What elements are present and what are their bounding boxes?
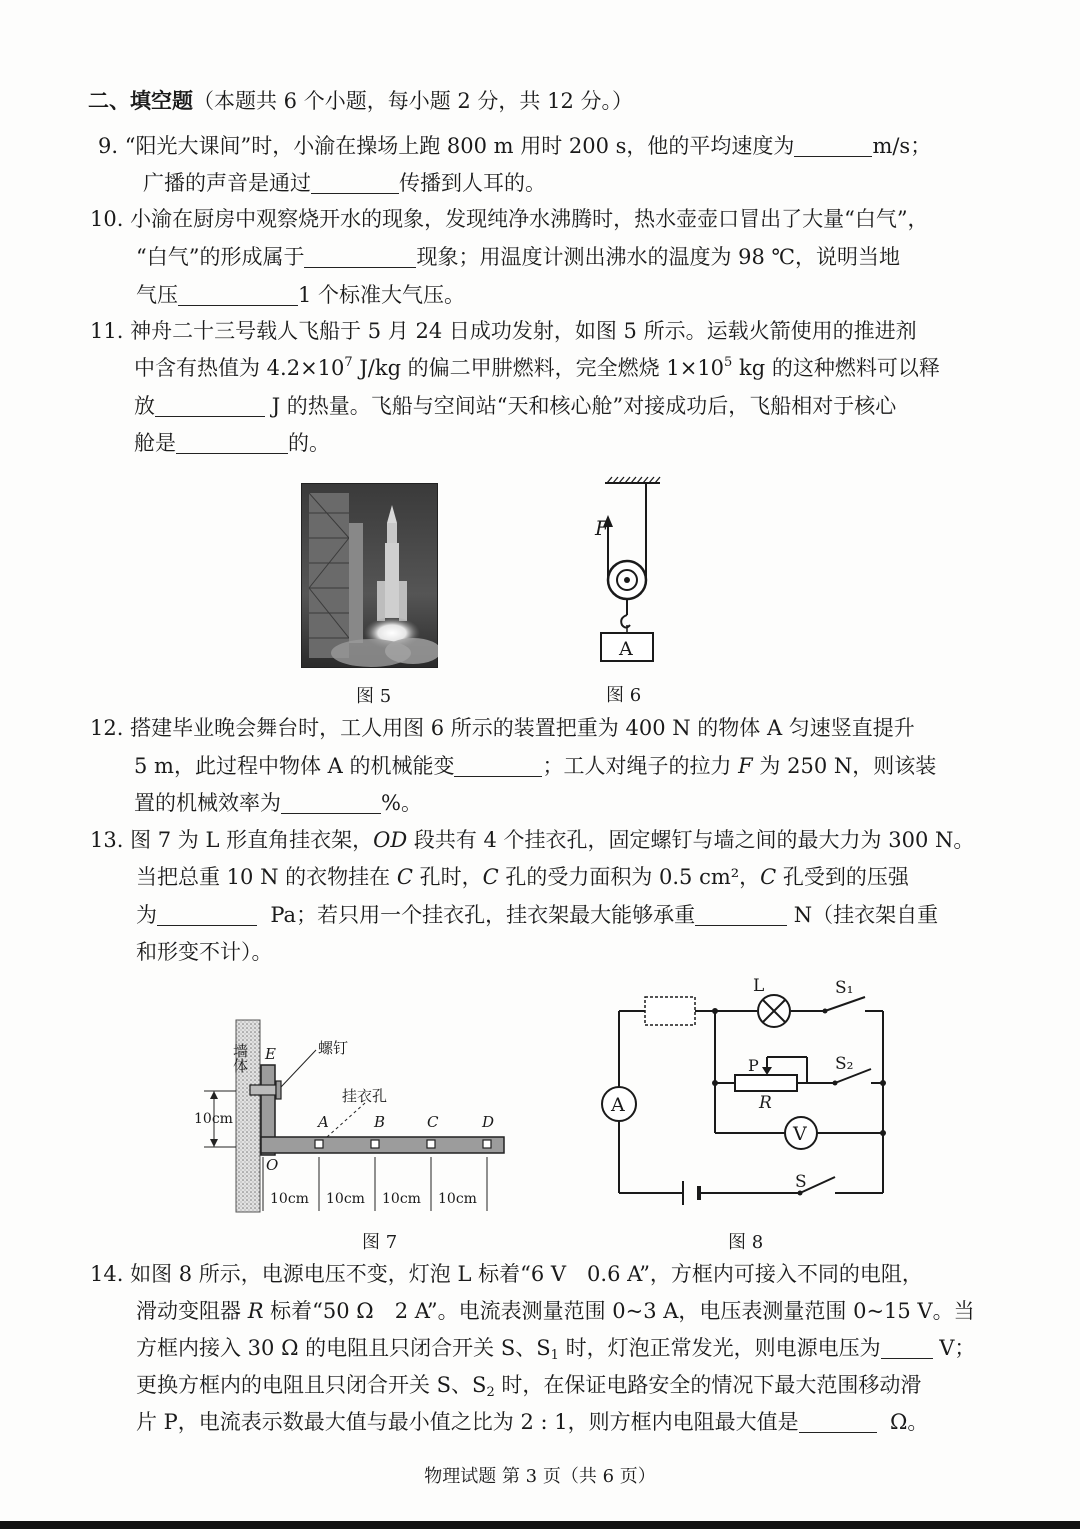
q13-blank-pressure[interactable] <box>157 903 257 926</box>
q13-hole-c-2: C <box>482 865 499 889</box>
fig7-point-d: D <box>482 1113 495 1131</box>
figure-8-caption: 图 8 <box>728 1232 764 1253</box>
section-heading <box>88 86 633 116</box>
q11-text-3: J/kg 的偏二甲肼燃料，完全燃烧 1×10 <box>352 356 725 380</box>
q9-line-1 <box>98 131 931 161</box>
q14-rheostat-symbol: R <box>247 1299 264 1323</box>
q14-blank-resistance[interactable] <box>799 1410 877 1433</box>
q13-text-2: 段共有 4 个挂衣孔，固定螺钉与墙之间的最大力为 300 N。 <box>407 828 975 852</box>
q9-unit: m/s； <box>872 134 932 158</box>
q10-line-2 <box>136 242 900 272</box>
q11-line-1 <box>90 316 917 346</box>
figure-6-pulley-diagram <box>585 475 675 670</box>
fig7-height-label: 10cm <box>194 1111 233 1127</box>
section-title: 二、填空题 <box>88 88 193 113</box>
q14-text-8: 时，在保证电路安全的情况下最大范围移动滑 <box>494 1373 922 1397</box>
fig7-seg-1: 10cm <box>270 1191 309 1207</box>
q13-text-6: 孔受到的压强 <box>776 865 909 889</box>
page-footer: 物理试题 第 3 页（共 6 页） <box>424 1466 656 1487</box>
q14-text-6: V； <box>939 1336 976 1360</box>
q13-text-8: Pa；若只用一个挂衣孔，挂衣架最大能够承重 <box>270 903 696 927</box>
q10-text: 小渝在厨房中观察烧开水的现象，发现纯净水沸腾时，热水壶壶口冒出了大量“白气”， <box>130 207 929 231</box>
q12-text-3: ；工人对绳子的拉力 <box>542 754 732 778</box>
q14-text-2: 滑动变阻器 <box>136 1299 248 1323</box>
fig6-force-label: F <box>595 516 609 540</box>
q13-hole-c: C <box>396 865 413 889</box>
q12-number: 12. <box>90 716 124 740</box>
fig8-ammeter-label: A <box>611 1094 625 1116</box>
q13-line-3 <box>136 900 938 930</box>
q10-text-2: “白气”的形成属于 <box>136 245 305 269</box>
q13-text-7: 为 <box>136 903 157 927</box>
q13-number: 13. <box>90 828 124 852</box>
figure-7-caption: 图 7 <box>362 1232 398 1253</box>
q9-number: 9. <box>98 134 119 158</box>
q13-text-4: 孔时， <box>412 865 483 889</box>
section-note: （本题共 6 个小题，每小题 2 分，共 12 分。） <box>193 89 633 113</box>
figure-5-caption: 图 5 <box>356 686 392 707</box>
q11-text-2: 中含有热值为 4.2×10 <box>134 356 345 380</box>
q12-blank-efficiency[interactable] <box>281 791 381 814</box>
q10-line-3 <box>136 280 465 310</box>
q11-blank-motion[interactable] <box>176 431 288 454</box>
q14-line-4 <box>136 1370 921 1400</box>
q14-text-3: 标着“50 Ω 2 A”。电流表测量范围 0~3 A，电压表测量范围 0~15 V。当 <box>263 1299 975 1323</box>
q11-exponent-2: 5 <box>724 355 733 370</box>
fig8-s1-label: S₁ <box>835 978 854 998</box>
q9-blank-medium[interactable] <box>311 171 399 194</box>
q9-blank-speed[interactable] <box>794 134 872 157</box>
q12-line-1 <box>90 713 915 743</box>
q13-text-9: N（挂衣架自重 <box>793 903 939 927</box>
q14-blank-voltage[interactable] <box>881 1336 933 1359</box>
q12-force-symbol: F <box>738 754 753 778</box>
q10-number: 10. <box>90 207 124 231</box>
fig7-point-c: C <box>427 1113 439 1131</box>
fig7-point-a: A <box>318 1113 329 1131</box>
q13-blank-weight[interactable] <box>695 903 787 926</box>
q11-text-7: 舱是 <box>134 431 176 455</box>
q12-blank-energy[interactable] <box>454 754 542 777</box>
figure-8-circuit-diagram <box>595 975 895 1205</box>
q9-text: “阳光大课间”时，小渝在操场上跑 800 m 用时 200 s，他的平均速度为 <box>124 134 795 158</box>
fig8-voltmeter-label: V <box>793 1123 807 1145</box>
fig8-lamp-label: L <box>753 976 765 996</box>
q13-line-1 <box>90 825 974 855</box>
q11-line-4 <box>134 428 330 458</box>
q10-blank-compare[interactable] <box>178 283 298 306</box>
fig8-s2-label: S₂ <box>835 1054 854 1074</box>
q11-text-8: 的。 <box>288 431 330 455</box>
figure-5-rocket-photo <box>301 483 438 668</box>
fig7-screw-label: 螺钉 <box>318 1039 349 1057</box>
q10-text-4: 气压 <box>136 283 178 307</box>
q9-text-2: 广播的声音是通过 <box>143 171 311 195</box>
q11-text-4: kg 的这种燃料可以释 <box>732 356 940 380</box>
q9-line-2 <box>143 168 546 198</box>
fig8-p-label: P <box>748 1056 759 1075</box>
q14-line-1 <box>90 1259 923 1289</box>
q11-text: 神舟二十三号载人飞船于 5 月 24 日成功发射，如图 5 所示。运载火箭使用的推进剂 <box>130 319 917 343</box>
q14-subscript-1: 1 <box>550 1348 559 1363</box>
q12-text-6: %。 <box>381 791 422 815</box>
q14-line-2 <box>136 1296 975 1326</box>
q13-text-5: 孔的受力面积为 0.5 cm²， <box>498 865 761 889</box>
q13-text-10: 和形变不计）。 <box>136 940 273 964</box>
q10-blank-phenomenon[interactable] <box>304 245 416 268</box>
q11-blank-heat[interactable] <box>155 394 265 417</box>
q12-text-4: 为 250 N，则该装 <box>759 754 937 778</box>
fig7-point-o: O <box>266 1156 279 1174</box>
q12-text-5: 置的机械效率为 <box>134 791 281 815</box>
q14-number: 14. <box>90 1262 124 1286</box>
q14-text-10: Ω。 <box>890 1410 929 1434</box>
fig7-wall-label: 墙体 <box>231 1043 249 1073</box>
q14-line-5 <box>136 1407 928 1437</box>
q11-number: 11. <box>90 319 124 343</box>
q11-text-5: 放 <box>134 394 155 418</box>
fig7-seg-4: 10cm <box>438 1191 477 1207</box>
bottom-edge-bar <box>0 1521 1080 1529</box>
q11-exponent-1: 7 <box>344 355 353 370</box>
q10-text-3: 现象；用温度计测出沸水的温度为 98 ℃，说明当地 <box>416 245 901 269</box>
q12-text: 搭建毕业晚会舞台时，工人用图 6 所示的装置把重为 400 N 的物体 A 匀速竖直提升 <box>130 716 915 740</box>
fig7-hole-label: 挂衣孔 <box>342 1087 388 1105</box>
q12-line-3 <box>134 788 422 818</box>
q13-line-4 <box>136 937 273 967</box>
q14-subscript-2: 2 <box>486 1385 495 1400</box>
q14-line-3 <box>136 1333 975 1363</box>
q13-text-3: 当把总重 10 N 的衣物挂在 <box>136 865 397 889</box>
fig7-point-b: B <box>374 1113 386 1131</box>
q13-hole-c-3: C <box>760 865 777 889</box>
q14-text-9: 片 P，电流表示数最大值与最小值之比为 2 : 1，则方框内电阻最大值是 <box>136 1410 799 1434</box>
q11-line-2 <box>134 353 940 383</box>
q14-text-7: 更换方框内的电阻且只闭合开关 S、S <box>136 1373 487 1397</box>
q14-text-4: 方框内接入 30 Ω 的电阻且只闭合开关 S、S <box>136 1336 551 1360</box>
q10-text-5: 1 个标准大气压。 <box>298 283 466 307</box>
q11-line-3 <box>134 391 896 421</box>
q13-line-2 <box>136 862 909 892</box>
fig8-r-label: R <box>759 1093 772 1113</box>
q14-text: 如图 8 所示，电源电压不变，灯泡 L 标着“6 V 0.6 A”，方框内可接入不同的电阻， <box>130 1262 923 1286</box>
q12-text-2: 5 m，此过程中物体 A 的机械能变 <box>134 754 455 778</box>
q10-line-1 <box>90 204 929 234</box>
figure-6-caption: 图 6 <box>606 685 642 706</box>
fig8-s-label: S <box>795 1172 807 1192</box>
q14-text-5: 时，灯泡正常发光，则电源电压为 <box>558 1336 881 1360</box>
fig7-seg-2: 10cm <box>326 1191 365 1207</box>
q13-segment-od: OD <box>373 828 408 852</box>
fig6-block-label: A <box>619 638 633 660</box>
q9-text-3: 传播到人耳的。 <box>399 171 546 195</box>
figure-7-hanger-diagram <box>190 1015 510 1215</box>
q12-line-2 <box>134 751 936 781</box>
q13-text: 图 7 为 L 形直角挂衣架， <box>130 828 374 852</box>
q11-text-6: J 的热量。飞船与空间站“天和核心舱”对接成功后，飞船相对于核心 <box>271 394 897 418</box>
fig7-seg-3: 10cm <box>382 1191 421 1207</box>
fig7-point-e: E <box>265 1045 276 1063</box>
